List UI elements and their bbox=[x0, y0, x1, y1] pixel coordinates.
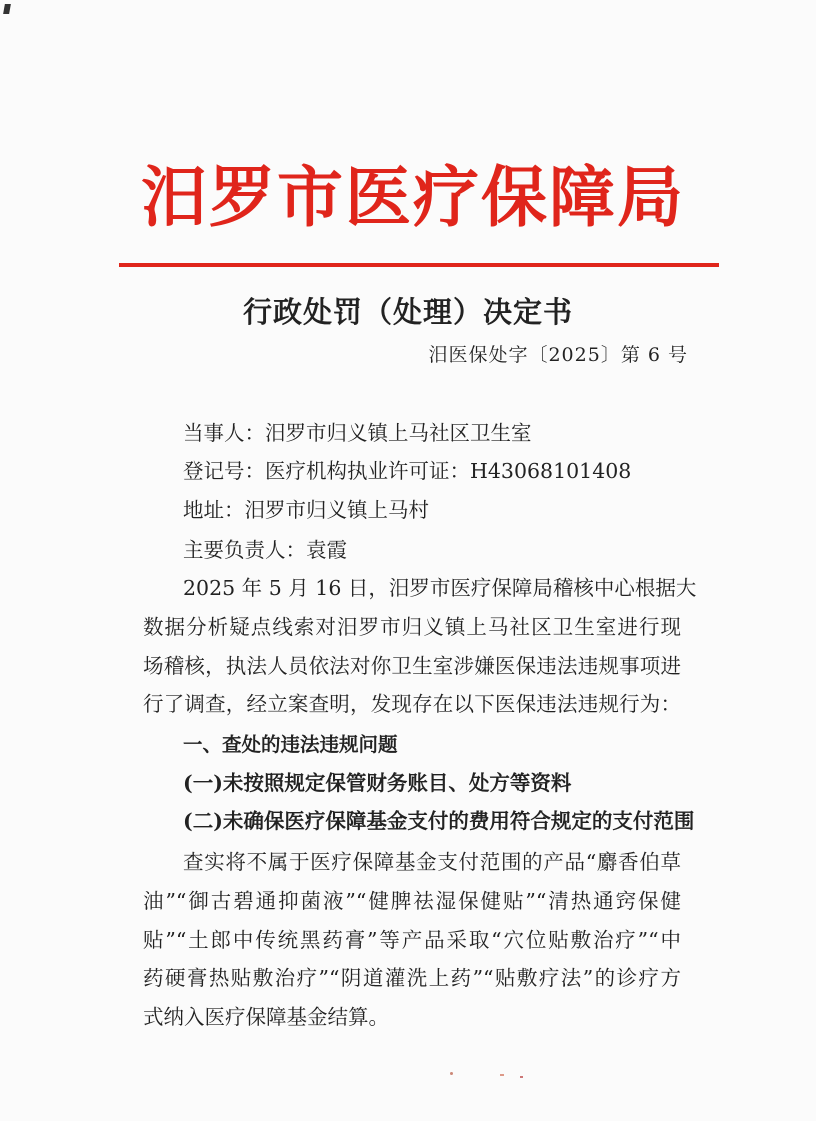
intro-line-2: 数据分析疑点线索对汨罗市归义镇上马社区卫生室进行现 bbox=[143, 615, 681, 639]
issuing-authority-header: 汨罗市医疗保障局 bbox=[141, 159, 685, 236]
violation-item-2: (二)未确保医疗保障基金支付的费用符合规定的支付范围 bbox=[183, 809, 695, 833]
scan-speck bbox=[450, 1072, 453, 1075]
responsible-person-line: 主要负责人：袁霞 bbox=[183, 538, 347, 562]
finding-line-1: 查实将不属于医疗保障基金支付范围的产品“麝香伯草 bbox=[183, 850, 681, 874]
intro-line-4: 行了调查，经立案查明，发现存在以下医保违法违规行为： bbox=[143, 692, 681, 716]
document-number: 汨医保处字〔2025〕第 6 号 bbox=[428, 344, 688, 366]
section-heading-1: 一、查处的违法违规问题 bbox=[183, 733, 398, 756]
party-line: 当事人：汨罗市归义镇上马社区卫生室 bbox=[183, 421, 532, 445]
finding-line-5: 式纳入医疗保障基金结算。 bbox=[143, 1005, 389, 1029]
address-line: 地址：汨罗市归义镇上马村 bbox=[183, 498, 429, 522]
scan-speck bbox=[520, 1076, 523, 1078]
scan-corner-mark bbox=[3, 4, 11, 14]
header-red-rule bbox=[119, 263, 719, 267]
finding-line-4: 药硬膏热贴敷治疗”“阴道灌洗上药”“贴敷疗法”的诊疗方 bbox=[143, 966, 681, 990]
finding-line-3: 贴”“土郎中传统黑药膏”等产品采取“穴位贴敷治疗”“中 bbox=[143, 928, 681, 952]
finding-line-2: 油”“御古碧通抑菌液”“健脾祛湿保健贴”“清热通窍保健 bbox=[143, 889, 681, 913]
registration-line: 登记号：医疗机构执业许可证：H43068101408 bbox=[183, 459, 632, 483]
document-title: 行政处罚（处理）决定书 bbox=[242, 295, 573, 329]
intro-line-1: 2025 年 5 月 16 日，汨罗市医疗保障局稽核中心根据大 bbox=[183, 576, 697, 600]
intro-line-3: 场稽核，执法人员依法对你卫生室涉嫌医保违法违规事项进 bbox=[143, 654, 681, 678]
scan-speck bbox=[500, 1074, 504, 1076]
violation-item-1: (一)未按照规定保管财务账目、处方等资料 bbox=[183, 771, 572, 795]
